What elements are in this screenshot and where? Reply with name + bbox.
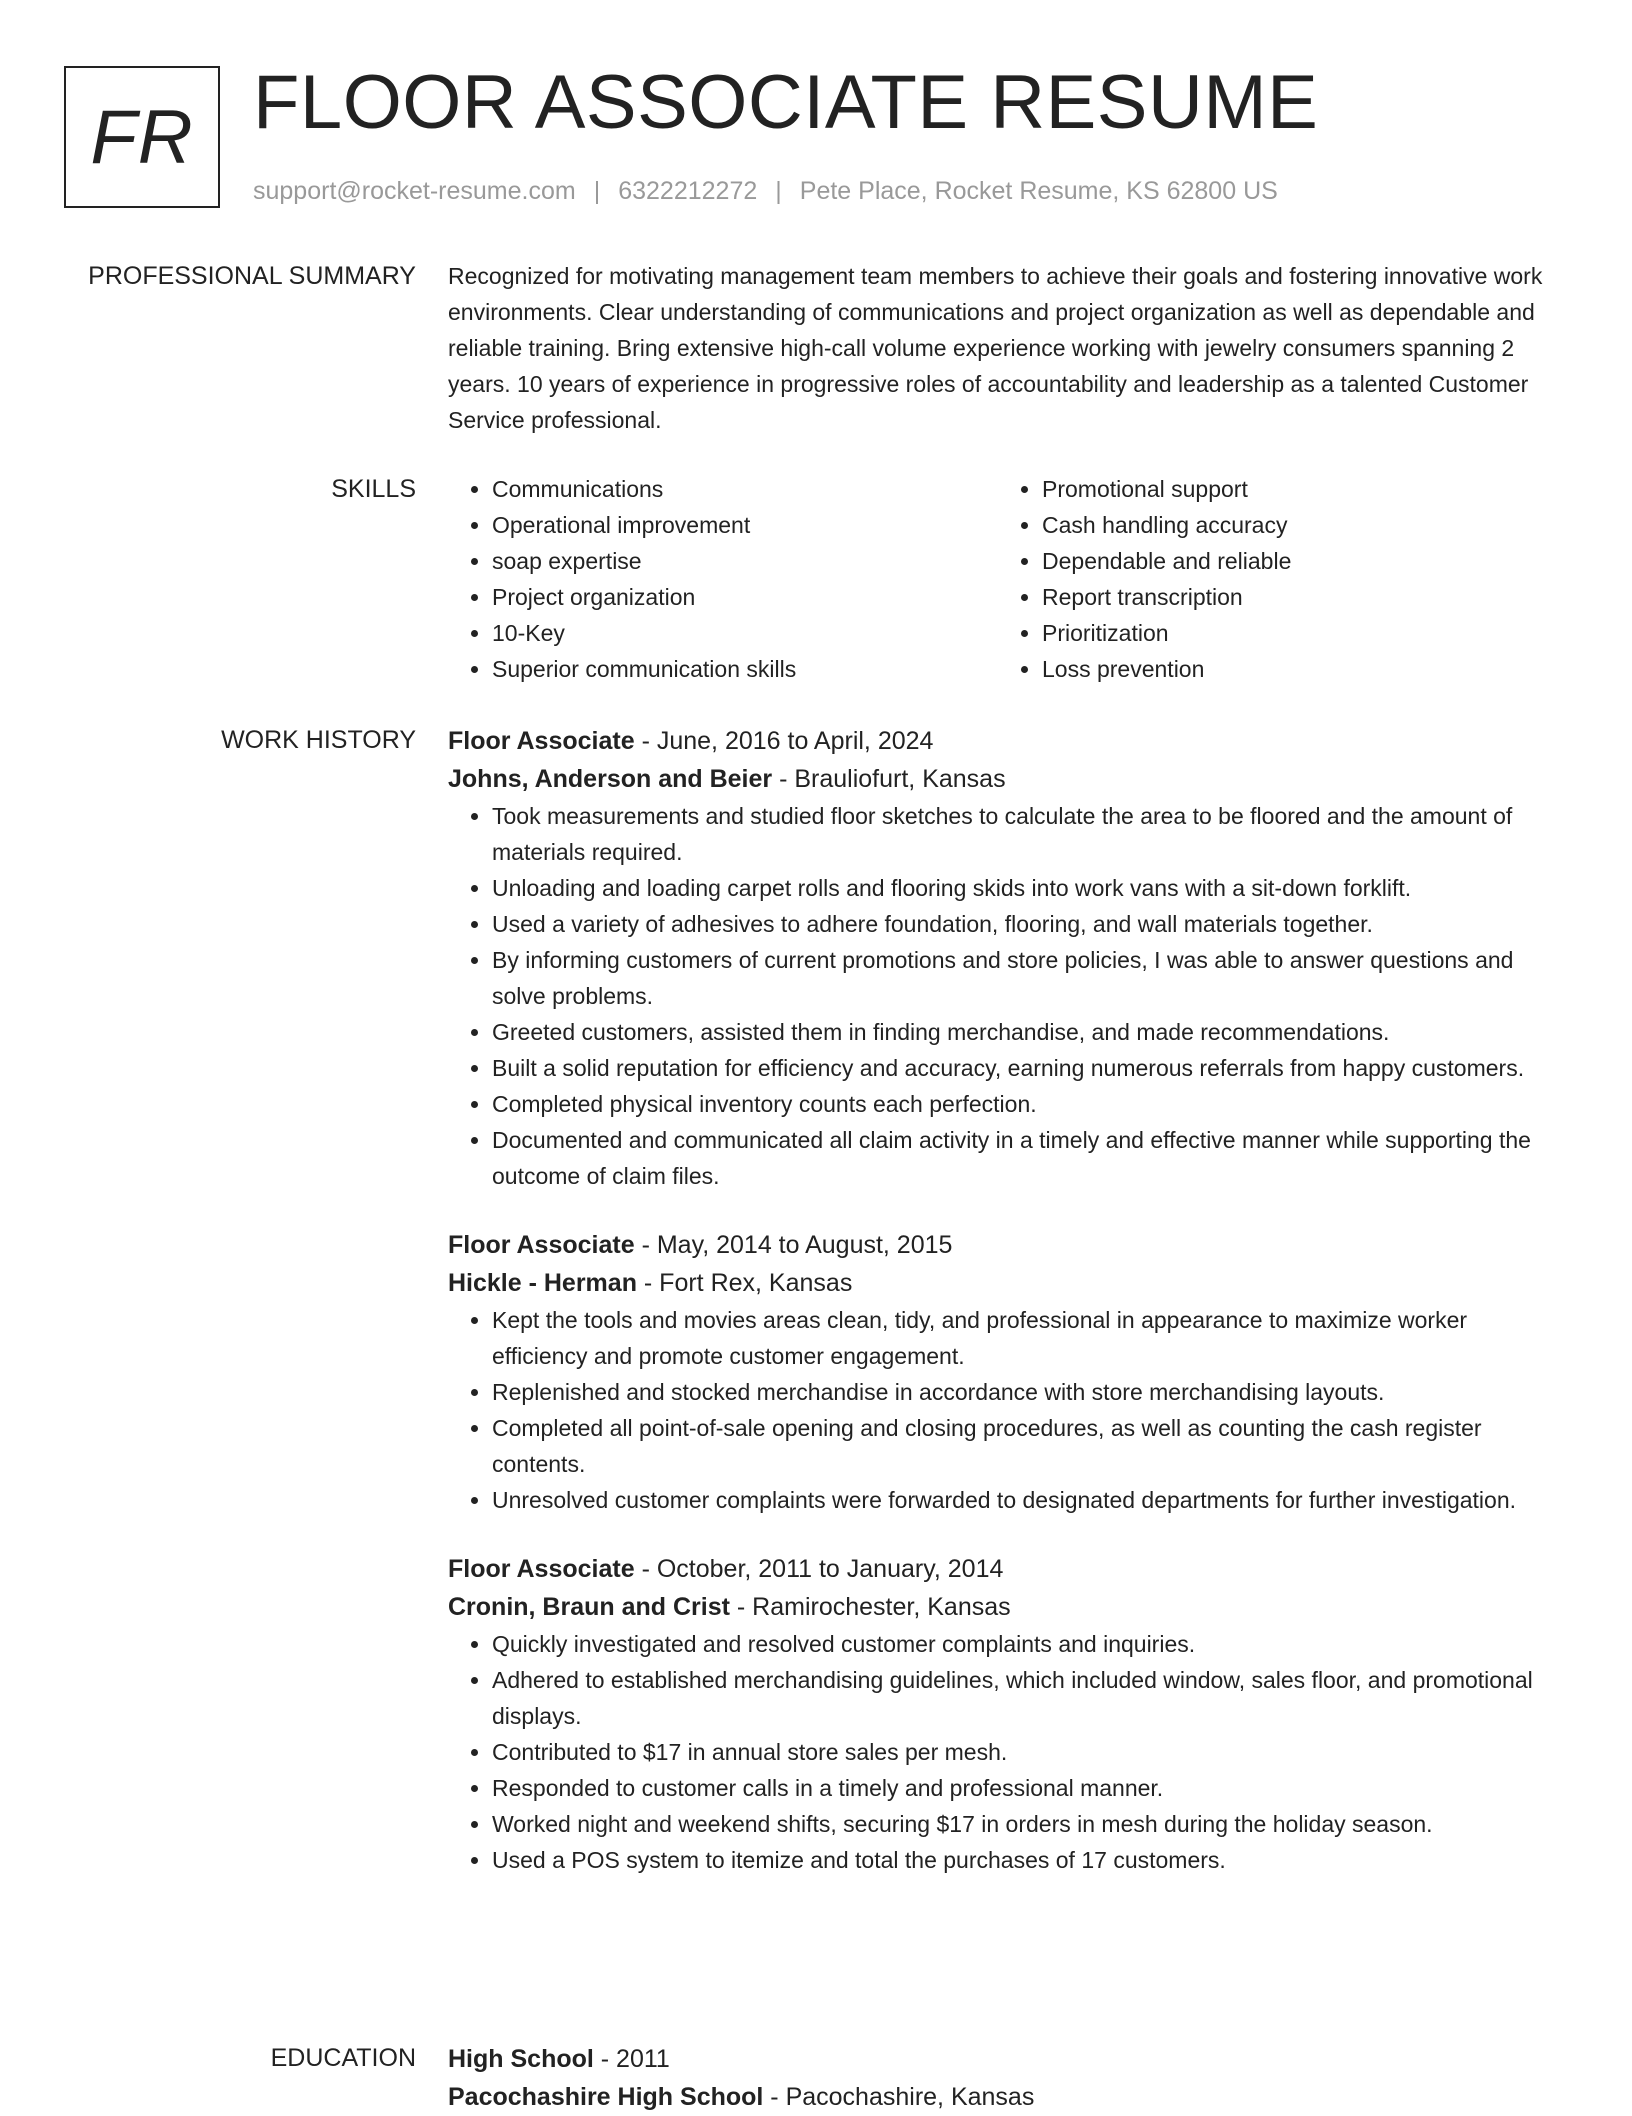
list-item: • Worked night and weekend shifts, securing $17 in orders in mesh during the holiday season. — [492, 1806, 1568, 1842]
list-item: • Adhered to established merchandising guidelines, which included window, sales floor, and promotional displays. — [492, 1662, 1568, 1734]
monogram-logo: FR — [64, 66, 220, 208]
list-item: • Replenished and stocked merchandise in accordance with store merchandising layouts. — [492, 1374, 1568, 1410]
contact-line — [253, 174, 1278, 208]
list-item: • Communications — [492, 471, 998, 507]
education-degree-line — [448, 2040, 1568, 2078]
contact-address: Pete Place, Rocket Resume, KS 62800 US — [799, 177, 1278, 205]
job-entry — [448, 722, 1568, 1194]
job-duties-list — [448, 798, 1568, 1194]
list-item: • 10-Key — [492, 615, 998, 651]
job-dates: - May, 2014 to August, 2015 — [634, 1231, 953, 1259]
list-item: • Promotional support — [1042, 471, 1548, 507]
job-duties-list — [448, 1302, 1568, 1518]
list-item: • Completed all point-of-sale opening and closing procedures, as well as counting the cash register contents. — [492, 1410, 1568, 1482]
job-entry — [448, 1226, 1568, 1518]
list-item: • Operational improvement — [492, 507, 998, 543]
job-title-line — [448, 1226, 1568, 1264]
job-location: - Ramirochester, Kansas — [729, 1593, 1011, 1621]
job-title: Floor Associate — [448, 1555, 635, 1583]
skills-column-right — [998, 471, 1548, 687]
list-item: • Contributed to $17 in annual store sales per mesh. — [492, 1734, 1568, 1770]
job-company: Johns, Anderson and Beier — [448, 765, 773, 793]
job-company-line — [448, 1264, 1568, 1302]
list-item: • Documented and communicated all claim activity in a timely and effective manner while supporting the outcome of claim files. — [492, 1122, 1568, 1194]
education-location: - Pacochashire, Kansas — [763, 2083, 1035, 2111]
list-item: • Built a solid reputation for efficiency and accuracy, earning numerous referrals from happy customers. — [492, 1050, 1568, 1086]
skills-list-right — [998, 471, 1548, 687]
contact-email: support@rocket-resume.com — [253, 177, 576, 205]
job-title-line — [448, 722, 1568, 760]
list-item: • Loss prevention — [1042, 651, 1548, 687]
job-location: - Brauliofurt, Kansas — [772, 765, 1006, 793]
page-title: FLOOR ASSOCIATE RESUME — [253, 60, 1319, 145]
contact-separator: | — [775, 177, 782, 205]
contact-phone: 6322212272 — [618, 177, 758, 205]
summary-body — [448, 258, 1568, 438]
list-item: • Report transcription — [1042, 579, 1548, 615]
list-item: • Greeted customers, assisted them in finding merchandise, and made recommendations. — [492, 1014, 1568, 1050]
education-body — [448, 2040, 1568, 2116]
list-item: • Project organization — [492, 579, 998, 615]
job-location: - Fort Rex, Kansas — [636, 1269, 853, 1297]
skills-body — [448, 471, 1568, 687]
list-item: • By informing customers of current promotions and store policies, I was able to answer questions and solve problems. — [492, 942, 1568, 1014]
contact-separator: | — [593, 177, 601, 205]
list-item: • Dependable and reliable — [1042, 543, 1548, 579]
list-item: • Unloading and loading carpet rolls and flooring skids into work vans with a sit-down forklift. — [492, 870, 1568, 906]
job-title: Floor Associate — [448, 727, 635, 755]
list-item: • Responded to customer calls in a timely and professional manner. — [492, 1770, 1568, 1806]
job-dates: - October, 2011 to January, 2014 — [634, 1555, 1004, 1583]
list-item: • Took measurements and studied floor sketches to calculate the area to be floored and the amount of materials required. — [492, 798, 1568, 870]
education-year: - 2011 — [593, 2045, 670, 2073]
job-company: Cronin, Braun and Crist — [448, 1593, 730, 1621]
skills-column-left — [448, 471, 998, 687]
section-label-skills: SKILLS — [331, 475, 416, 503]
skills-list-left — [448, 471, 998, 687]
job-title-line — [448, 1550, 1568, 1588]
list-item: • Prioritization — [1042, 615, 1548, 651]
job-duties-list — [448, 1626, 1568, 1878]
list-item: • Unresolved customer complaints were forwarded to designated departments for further investigation. — [492, 1482, 1568, 1518]
list-item: • Cash handling accuracy — [1042, 507, 1548, 543]
job-company-line — [448, 760, 1568, 798]
section-label-summary: PROFESSIONAL SUMMARY — [88, 262, 416, 290]
section-label-education: EDUCATION — [270, 2044, 416, 2072]
list-item: • Used a POS system to itemize and total the purchases of 17 customers. — [492, 1842, 1568, 1878]
job-company: Hickle - Herman — [448, 1269, 637, 1297]
job-company-line — [448, 1588, 1568, 1626]
list-item: • Quickly investigated and resolved customer complaints and inquiries. — [492, 1626, 1568, 1662]
list-item: • soap expertise — [492, 543, 998, 579]
list-item: • Kept the tools and movies areas clean, tidy, and professional in appearance to maximize worker efficiency and promote customer engagement. — [492, 1302, 1568, 1374]
list-item: • Used a variety of adhesives to adhere foundation, flooring, and wall materials together. — [492, 906, 1568, 942]
job-title: Floor Associate — [448, 1231, 635, 1259]
skills-columns — [448, 471, 1568, 687]
section-label-work-history: WORK HISTORY — [221, 726, 416, 754]
education-school: Pacochashire High School — [448, 2083, 764, 2111]
summary-text: Recognized for motivating management team members to achieve their goals and fostering innovative work environments. Clear understanding of communications and project organization as well as dependable and reliable training. Bring extensive high-call volume experience working with jewelry consumers spanning 2 years. 10 years of experience in progressive roles of accountability and leadership as a talented Customer Service professional. — [448, 263, 1543, 433]
list-item: • Completed physical inventory counts each perfection. — [492, 1086, 1568, 1122]
education-degree: High School — [448, 2045, 594, 2073]
job-entry — [448, 1550, 1568, 1878]
work-history-body — [448, 722, 1568, 1910]
list-item: • Superior communication skills — [492, 651, 998, 687]
education-school-line — [448, 2078, 1568, 2116]
job-dates: - June, 2016 to April, 2024 — [634, 727, 934, 755]
